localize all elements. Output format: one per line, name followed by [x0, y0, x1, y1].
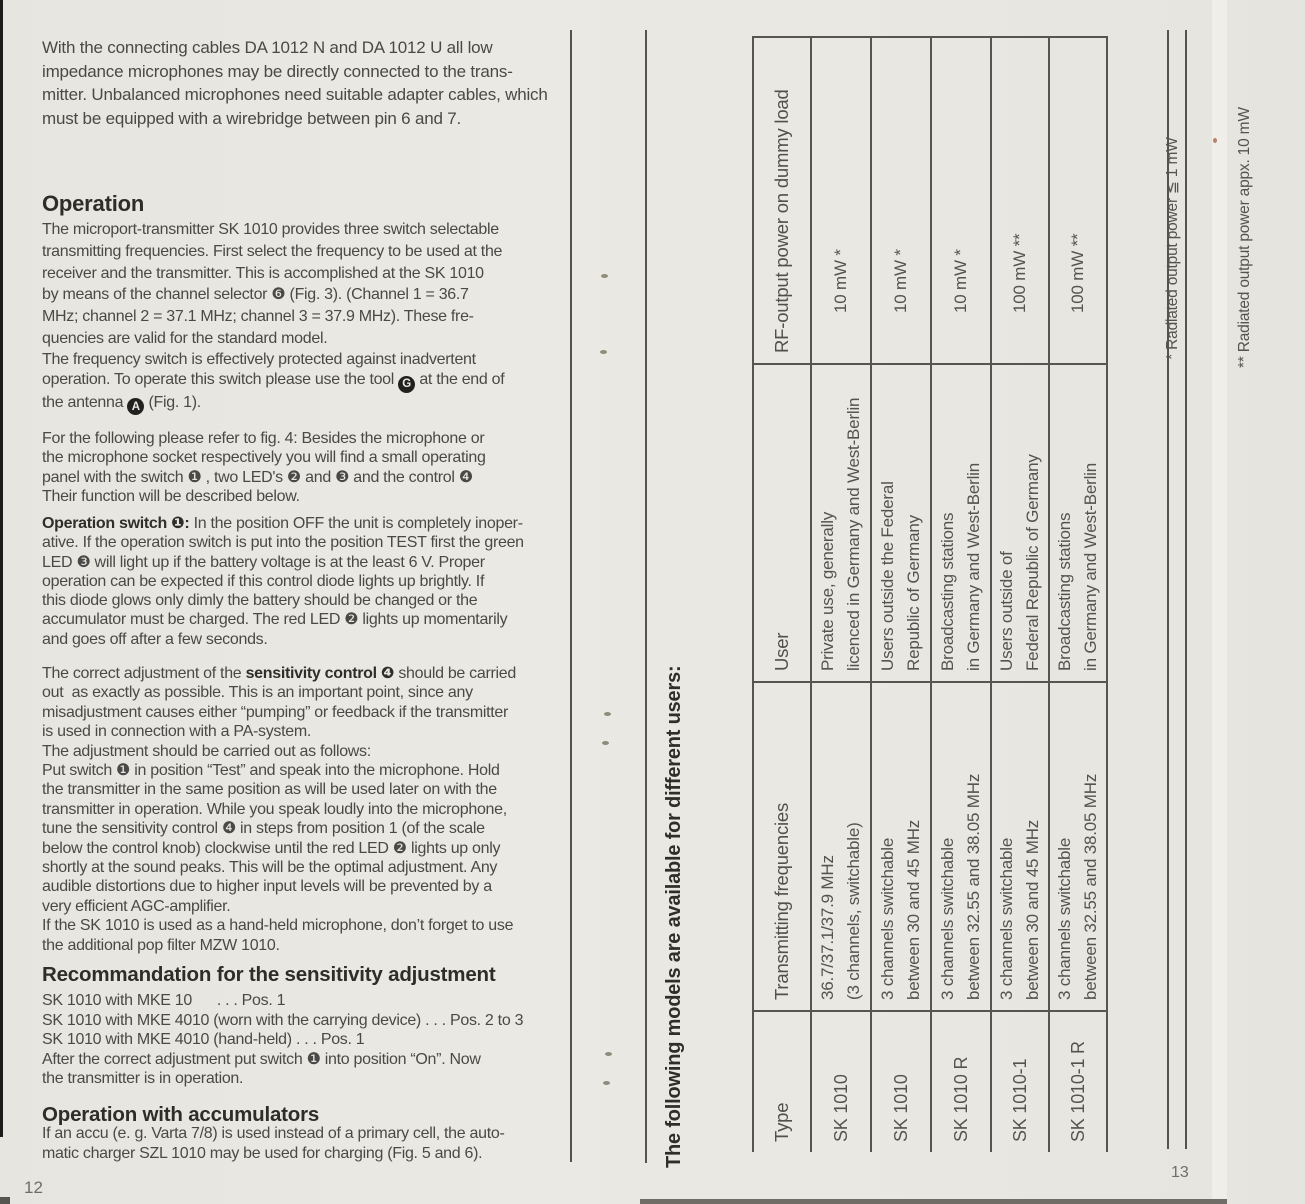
text-line: the microphone socket respectively you will find a small operating: [42, 449, 486, 467]
scan-speck: [604, 712, 611, 716]
operation-paragraph: [42, 219, 502, 350]
scan-speck: [601, 274, 608, 278]
text-line: impedance microphones may be directly connected to the trans-: [42, 61, 513, 81]
type-value: SK 1010-1: [1010, 1058, 1030, 1142]
text-segment: operation. To operate this switch please use the tool: [42, 371, 399, 388]
text-line: (3 channels, switchable): [844, 822, 863, 1000]
text-line: Federal Republic of Germany: [1023, 454, 1042, 671]
text-line: For the following please refer to fig. 4: Besides the microphone or: [42, 430, 485, 447]
text-line: licenced in Germany and West-Berlin: [844, 397, 863, 671]
recommandation-paragraph: [42, 991, 523, 1089]
text-line: Their function will be described below.: [42, 487, 300, 505]
rf-cell: [990, 36, 1048, 363]
text-line: Broadcasting stations: [1055, 512, 1074, 671]
user-cell: [930, 363, 990, 681]
text-segment: the antenna: [42, 393, 128, 411]
text-line: MHz; channel 2 = 37.1 MHz; channel 3 = 37.9 MHz). These fre-: [42, 308, 474, 326]
text-line: the additional pop filter MZW 1010.: [42, 936, 280, 954]
accumulators-paragraph: [42, 1124, 505, 1163]
text-line: After the correct adjustment put switch ❶ into position “On”. Now: [42, 1050, 481, 1068]
text-line: SK 1010 with MKE 4010 (worn with the carrying device) . . . Pos. 2 to 3: [42, 1011, 524, 1029]
text-line: in Germany and West-Berlin: [964, 462, 983, 671]
freq-cell: [870, 681, 930, 1010]
text-line: in Germany and West-Berlin: [1081, 462, 1100, 671]
header-label: User: [771, 632, 792, 671]
text-line: panel with the switch ❶ , two LED's ❷ and ❸ and the control ❹: [42, 468, 473, 486]
type-value: SK 1010: [831, 1074, 851, 1142]
user-cell: [990, 363, 1048, 681]
rotated-title-block: [651, 556, 697, 1168]
text-line: Users outside of: [997, 551, 1016, 671]
freq-cell: [810, 681, 870, 1010]
text-line: misadjustment causes either “pumping” or feedback if the transmitter: [42, 703, 509, 721]
text-segment: should be carried: [394, 665, 516, 682]
text-line: below the control knob) clockwise until the red LED ❷ lights up only: [42, 839, 501, 857]
freq-cell: [930, 681, 990, 1010]
text-line: between 32.55 and 38.05 MHz: [964, 773, 983, 1000]
type-cell: [870, 1010, 930, 1152]
user-cell: [1048, 363, 1108, 681]
type-value: SK 1010 R: [951, 1056, 971, 1142]
operation-heading: Operation: [42, 191, 145, 216]
text-line: The microport-transmitter SK 1010 provides three switch selectable: [42, 221, 499, 238]
models-table-wrap: [752, 36, 1108, 1152]
user-cell: [810, 363, 870, 681]
column-divider-rule: [570, 30, 572, 1162]
scan-bottom-corner: [0, 1197, 10, 1204]
page-number-right: 13: [1171, 1164, 1189, 1181]
bold-segment: Operation switch ❶:: [42, 515, 190, 532]
text-line: tune the sensitivity control ❹ in steps from position 1 (of the scale: [42, 820, 485, 838]
text-line: If an accu (e. g. Varta 7/8) is used instead of a primary cell, the auto-: [42, 1125, 505, 1142]
text-line: shortly at the sound peaks. This will be the optimal adjustment. Any: [42, 859, 498, 877]
col-header-user: [752, 363, 810, 681]
type-value: SK 1010: [891, 1074, 911, 1142]
text-line: operation can be expected if this control diode lights up brightly. If: [42, 572, 485, 590]
text-line: receiver and the transmitter. This is accomplished at the SK 1010: [42, 264, 484, 282]
text-line: Users outside the Federal: [878, 481, 897, 671]
text-line: With the connecting cables DA 1012 N and DA 1012 U all low: [42, 38, 493, 57]
rf-value: 10 mW *: [951, 249, 970, 313]
scan-speck: [603, 1081, 610, 1085]
text-line: 3 channels switchable: [1055, 837, 1074, 1000]
accumulators-heading: Operation with accumulators: [42, 1103, 320, 1126]
text-line: If the SK 1010 is used as a hand-held microphone, don’t forget to use: [42, 917, 514, 935]
type-cell: [810, 1010, 870, 1152]
text-line: quencies are valid for the standard model.: [42, 329, 328, 347]
text-line: The frequency switch is effectively protected against inadvertent: [42, 351, 476, 368]
text-line: ative. If the operation switch is put into the position TEST first the green: [42, 534, 524, 552]
page-number-left: 12: [24, 1178, 43, 1197]
footnote-line: ** Radiated output power appx. 10 mW: [1236, 107, 1253, 368]
text-line: between 30 and 45 MHz: [904, 819, 923, 1000]
left-page-edge-rule: [0, 0, 3, 1137]
models-title: The following models are available for different users:: [662, 665, 685, 1168]
type-cell: [1048, 1010, 1108, 1152]
intro-paragraph: [42, 36, 548, 130]
rf-value: 10 mW *: [891, 249, 910, 313]
text-line: Broadcasting stations: [938, 512, 957, 671]
text-line: Put switch ❶ in position “Test” and speak into the microphone. Hold: [42, 762, 500, 780]
type-cell: [930, 1010, 990, 1152]
text-line: the transmitter in the same position as will be used later on with the: [42, 781, 497, 799]
rf-cell: [810, 36, 870, 363]
models-table: [752, 36, 1108, 1152]
rf-cell: [870, 36, 930, 363]
col-header-type: [752, 1010, 810, 1152]
circled-a-icon: A: [127, 398, 144, 415]
freq-cell: [1048, 681, 1108, 1010]
text-line: mitter. Unbalanced microphones need suitable adapter cables, which: [42, 85, 548, 104]
text-line: 3 channels switchable: [938, 837, 957, 1000]
rf-value: 100 mW **: [1010, 233, 1029, 313]
text-line: and goes off after a few seconds.: [42, 630, 268, 648]
scan-speck: [600, 350, 607, 354]
text-line: by means of the channel selector ❻ (Fig. 3). (Channel 1 = 36.7: [42, 286, 469, 304]
header-label: Type: [771, 1102, 792, 1142]
rf-cell: [1048, 36, 1108, 363]
text-line: [42, 370, 504, 393]
rf-value: 100 mW **: [1068, 233, 1087, 313]
type-cell: [990, 1010, 1048, 1152]
text-line: [42, 664, 516, 683]
freq-cell: [990, 681, 1048, 1010]
text-line: LED ❸ will light up if the battery voltage is at the least 6 V. Proper: [42, 553, 485, 571]
text-line: 36.7/37.1/37.9 MHz: [818, 855, 837, 1000]
text-line: matic charger SZL 1010 may be used for charging (Fig. 5 and 6).: [42, 1144, 483, 1162]
bold-segment: sensitivity control ❹: [245, 665, 395, 682]
text-line: this diode glows only dimly the battery should be changed or the: [42, 592, 478, 610]
text-line: SK 1010 with MKE 10 . . . Pos. 1: [42, 992, 286, 1009]
text-line: out as exactly as possible. This is an important point, since any: [42, 684, 473, 702]
right-page-left-rule: [645, 30, 647, 1163]
footnote-line: * Radiated output power ≦ 1 mW: [1164, 137, 1181, 368]
text-line: [42, 393, 504, 416]
col-header-frequencies: [752, 681, 810, 1010]
text-line: 3 channels switchable: [997, 837, 1016, 1000]
sensitivity-adjustment-paragraph: [42, 664, 516, 955]
text-line: the transmitter is in operation.: [42, 1070, 244, 1088]
header-label: RF-output power on dummy load: [771, 89, 792, 353]
text-line: transmitter in operation. While you speak loudly into the microphone,: [42, 800, 507, 818]
text-segment: In the position OFF the unit is completely inoper-: [189, 515, 523, 532]
type-value: SK 1010-1 R: [1068, 1041, 1088, 1142]
col-header-rf-output: [752, 36, 810, 363]
footnotes: [1113, 40, 1253, 368]
text-line: SK 1010 with MKE 4010 (hand-held) . . . Pos. 1: [42, 1031, 365, 1049]
text-line: Private use, generally: [818, 511, 837, 671]
rf-cell: [930, 36, 990, 363]
circled-g-icon: G: [398, 376, 415, 393]
text-line: between 30 and 45 MHz: [1023, 819, 1042, 1000]
text-line: very efficient AGC-amplifier.: [42, 897, 231, 915]
operation-switch-paragraph: [42, 514, 524, 649]
recommandation-heading: Recommandation for the sensitivity adjustment: [42, 963, 496, 986]
frequency-switch-paragraph: [42, 350, 504, 415]
rf-value: 10 mW *: [831, 249, 850, 313]
text-line: transmitting frequencies. First select the frequency to be used at the: [42, 242, 503, 260]
footnotes-block: [1113, 40, 1253, 368]
text-line: 3 channels switchable: [878, 837, 897, 1000]
text-line: accumulator must be charged. The red LED ❷ lights up momentarily: [42, 611, 508, 629]
text-segment: The correct adjustment of the: [42, 665, 246, 682]
text-line: The adjustment should be carried out as follows:: [42, 742, 371, 760]
scan-speck: [1213, 138, 1217, 143]
text-line: audible distortions due to higher input levels will be prevented by a: [42, 878, 492, 896]
scan-speck: [605, 1052, 612, 1056]
text-segment: (Fig. 1).: [144, 393, 201, 411]
text-line: must be equipped with a wirebridge between pin 6 and 7.: [42, 108, 462, 128]
scan-bottom-edge: [640, 1199, 1227, 1204]
header-label: Transmitting frequencies: [771, 802, 792, 1000]
text-line: Republic of Germany: [904, 515, 923, 671]
text-line: is used in connection with a PA-system.: [42, 723, 312, 741]
refer-fig4-paragraph: [42, 429, 486, 506]
scan-speck: [602, 741, 609, 745]
text-line: [42, 514, 524, 533]
text-segment: at the end of: [415, 371, 505, 388]
user-cell: [870, 363, 930, 681]
text-line: between 32.55 and 38.05 MHz: [1081, 773, 1100, 1000]
